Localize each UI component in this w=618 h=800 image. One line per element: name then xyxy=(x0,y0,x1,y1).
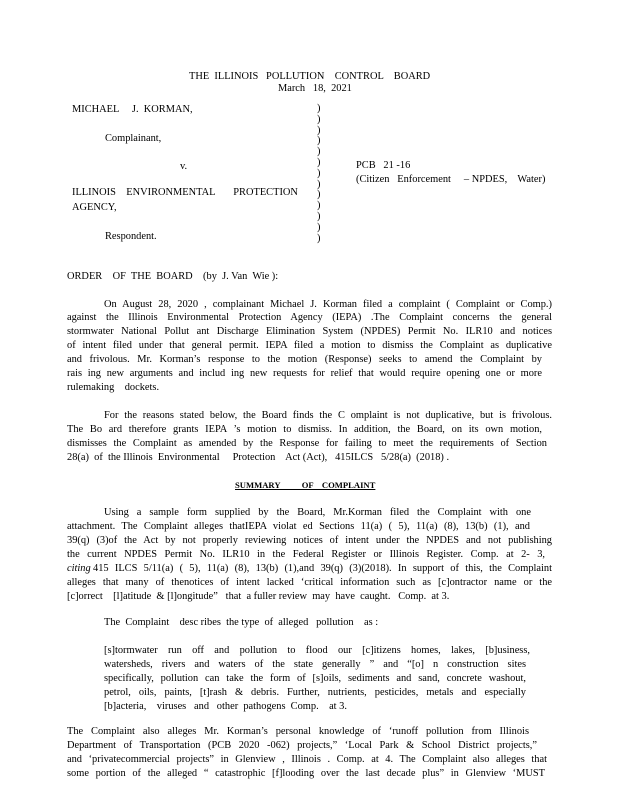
citing-signal: citing xyxy=(67,563,91,574)
paren-mark: ) xyxy=(317,189,321,201)
p5-line: Department of Transportation (PCB 2020 -062) projects,” ‘Local Park & School District projects,” xyxy=(67,740,537,751)
p5-line: and ‘privatecommercial projects” in Glenview , Illinois . Comp. at 4. The Complaint also alleges that xyxy=(67,754,547,765)
quote-line: [b]acteria, viruses and other pathogens Comp. at 3. xyxy=(104,701,347,712)
paren-mark: ) xyxy=(317,124,321,136)
p2-line: dismisses the Complaint as amended by the Response for failing to meet the requirements of Section xyxy=(67,438,547,449)
paren-mark: ) xyxy=(317,178,321,190)
paren-mark: ) xyxy=(317,113,321,125)
complainant-name: MICHAEL J. KORMAN, xyxy=(72,104,193,115)
p5-line: The Complaint also alleges Mr. Korman’s personal knowledge of ‘runoff pollution from Illinois xyxy=(67,726,529,737)
p1-line: and frivolous. Mr. Korman’s response to the motion (Response) seeks to amend the Complaint by xyxy=(67,354,542,365)
paren-mark: ) xyxy=(317,232,321,244)
paren-mark: ) xyxy=(317,210,321,222)
quote-line: watersheds, rivers and waters of the state generally ” and “[o] n construction sites xyxy=(104,659,526,670)
p2-line: The Bo ard therefore grants IEPA ’s motion to dismiss. In addition, the Board, on its own motion, xyxy=(67,424,542,435)
versus-label: v. xyxy=(180,161,188,172)
respondent-name-line1: ILLINOIS ENVIRONMENTAL PROTECTION xyxy=(72,187,298,198)
paren-mark: ) xyxy=(317,167,321,179)
quote-line: specifically, pollution can take the form of [s]oils, sediments and sand, concrete washout, xyxy=(104,673,526,684)
section-heading: SUMMARY OF COMPLAINT xyxy=(235,480,376,490)
case-type: (Citizen Enforcement – NPDES, Water) xyxy=(356,174,546,185)
respondent-name-line2: AGENCY, xyxy=(72,202,117,213)
paren-mark: ) xyxy=(317,200,321,212)
p5-line: some portion of the alleged “ catastrophic [f]looding over the last decade plus” in Glenview ‘MUST xyxy=(67,768,545,779)
p1-line: On August 28, 2020 , complainant Michael J. Korman filed a complaint ( Complaint or Comp.) xyxy=(104,299,552,310)
order-title: ORDER OF THE BOARD (by J. Van Wie ): xyxy=(67,271,279,282)
p2-line: For the reasons stated below, the Board finds the C omplaint is not duplicative, but is frivolous. xyxy=(104,410,552,421)
complainant-role: Complainant, xyxy=(105,133,162,144)
p1-line: stormwater National Pollut ant Discharge Elimination System (NPDES) Permit No. ILR10 and notices xyxy=(67,326,552,337)
paren-mark: ) xyxy=(317,103,321,114)
p3-line: Using a sample form supplied by the Board, Mr.Korman filed the Complaint with one xyxy=(104,507,531,518)
p3-line: attachment. The Complaint alleges thatIEPA violat ed Sections 11(a) ( 5), 11(a) (8), 13(b) (1), and xyxy=(67,521,530,532)
p1-line: rulemaking dockets. xyxy=(67,382,160,393)
p1-line: of intent filed under that general permit. IEPA filed a motion to dismiss the Complaint as duplicative xyxy=(67,340,552,351)
board-title: THE ILLINOIS POLLUTION CONTROL BOARD xyxy=(189,71,431,82)
p2-line: 28(a) of the Illinois Environmental Protection Act (Act), 415ILCS 5/28(a) (2018) . xyxy=(67,452,450,463)
p3-line: alleges that many of thenotices of intent lacked ‘critical information such as [c]ontractor name or the xyxy=(67,577,552,588)
p1-line: against the Illinois Environmental Protection Agency (IEPA) .The Complaint concerns the general xyxy=(67,312,552,323)
p1-line: rais ing new arguments and includ ing new requests for relief that would require opening one or more xyxy=(67,368,542,379)
respondent-role: Respondent. xyxy=(105,231,157,242)
p3-line: [c]orrect [l]atitude & [l]ongitude” that a fuller review may have caught. Comp. at 3. xyxy=(67,591,450,602)
paren-mark: ) xyxy=(317,146,321,158)
order-date: March 18, 2021 xyxy=(278,83,352,94)
p3-line: 415 ILCS 5/11(a) ( 5), 11(a) (8), 13(b) (1),and 39(q) (3)(2018). In support of this, the Complaint xyxy=(93,563,552,574)
p4-line: The Complaint desc ribes the type of alleged pollution as : xyxy=(104,617,379,628)
p3-citing xyxy=(67,563,91,575)
p3-line: 39(q) (3)of the Act by not properly reviewing notices of intent under the NPDES and not publishing xyxy=(67,535,552,546)
quote-line: [s]tormwater run off and pollution to flood our [c]itizens homes, lakes, [b]usiness, xyxy=(104,645,530,656)
p3-line: the current NPDES Permit No. ILR10 in the Federal Register or Illinois Register. Comp. at 2- 3, xyxy=(67,549,545,560)
quote-line: petrol, oils, paints, [t]rash & debris. Further, nutrients, pesticides, metals and especially xyxy=(104,687,526,698)
paren-mark: ) xyxy=(317,221,321,233)
paren-mark: ) xyxy=(317,156,321,168)
paren-mark: ) xyxy=(317,135,321,147)
case-number: PCB 21 -16 xyxy=(356,160,411,171)
caption-parentheses xyxy=(317,104,320,244)
